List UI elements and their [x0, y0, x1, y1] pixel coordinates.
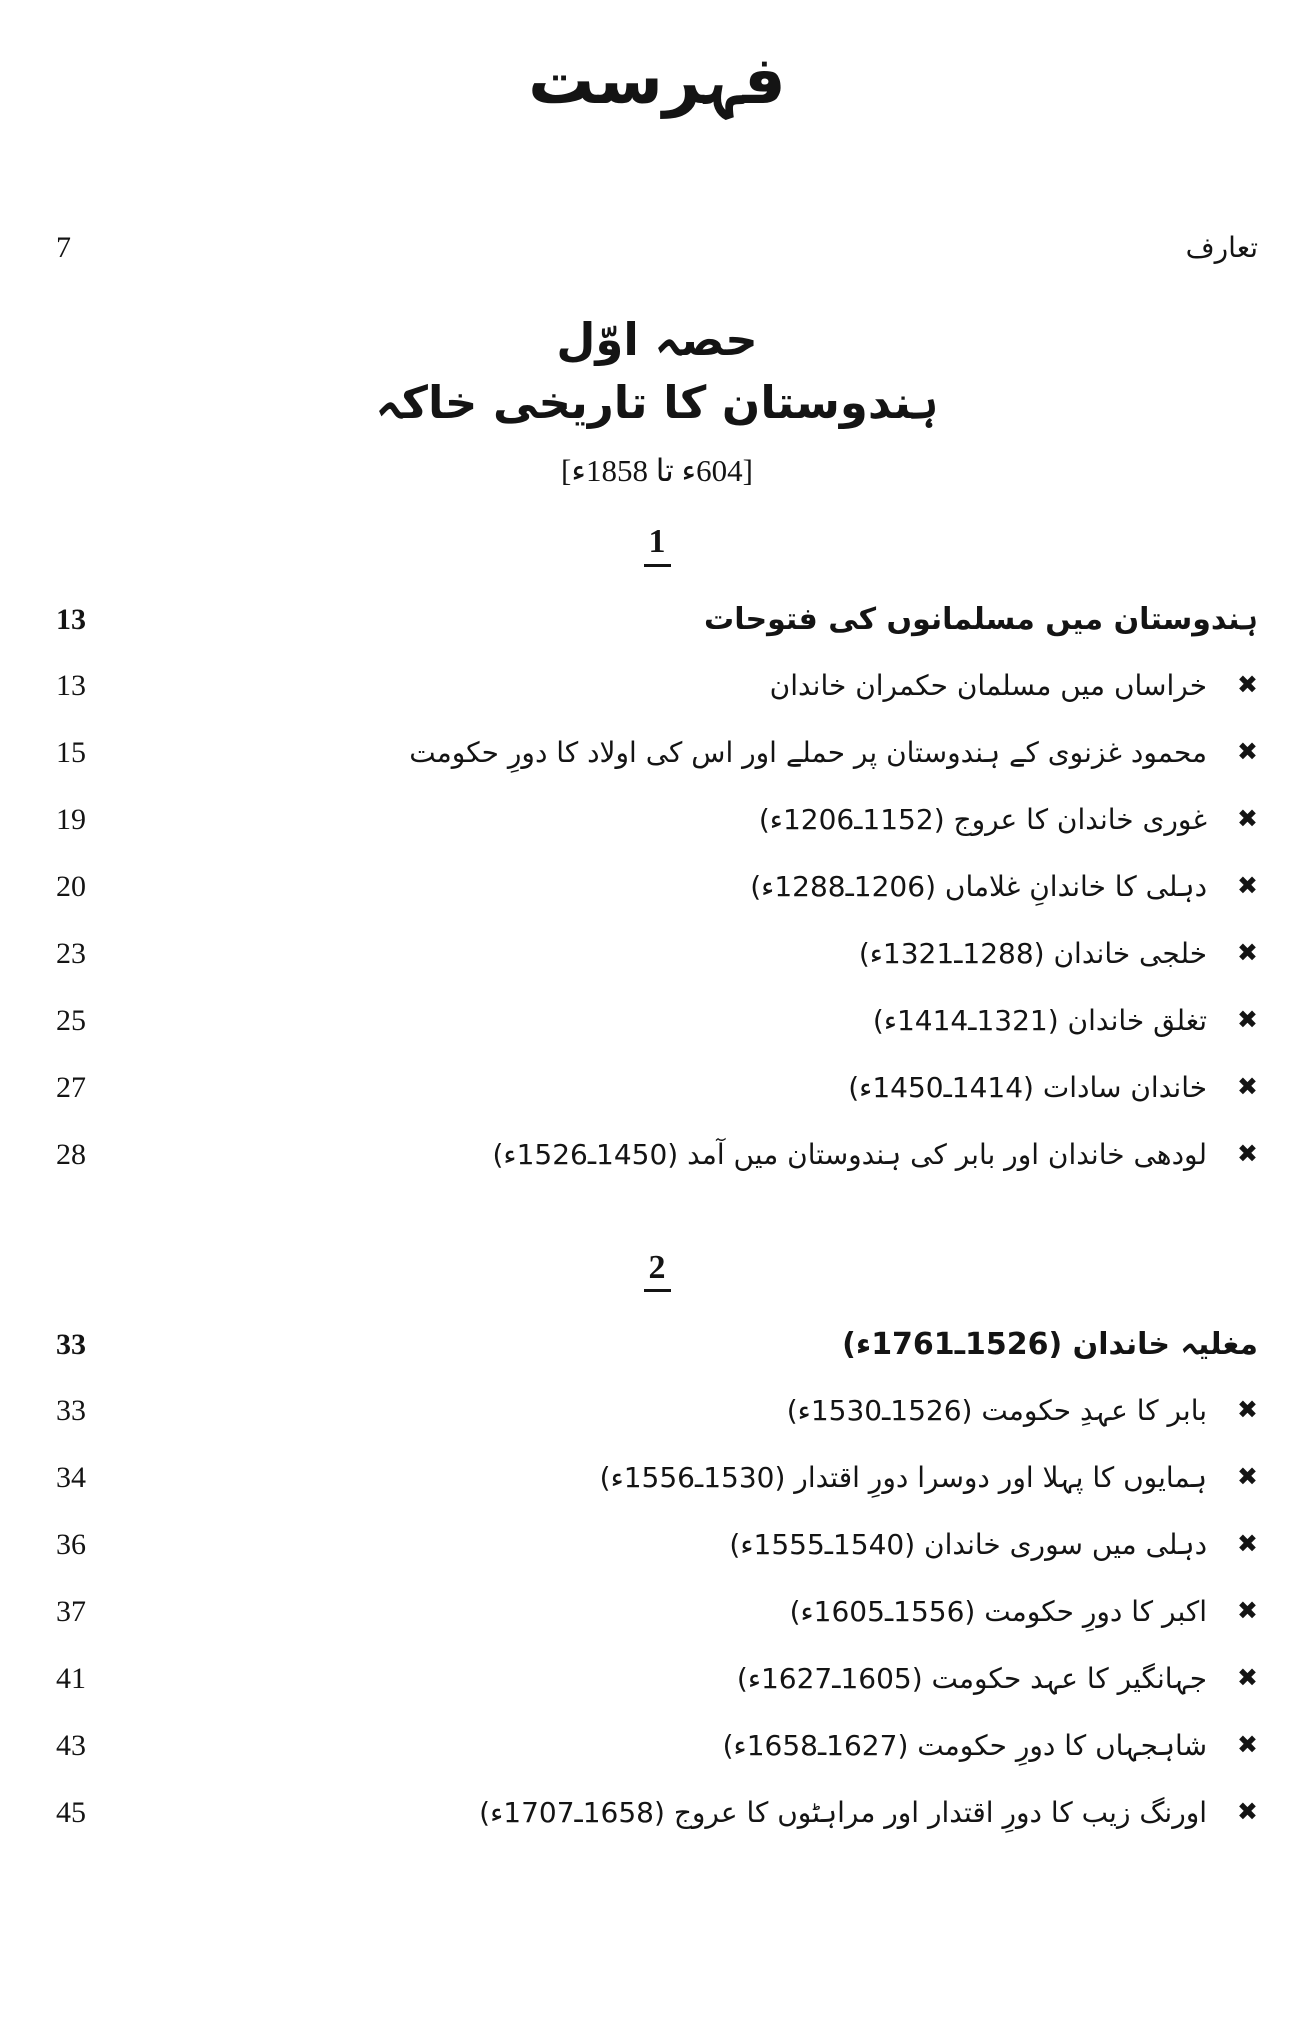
- item-title: خراساں میں مسلمان حکمران خاندان: [769, 668, 1208, 702]
- page-number: 33: [56, 1328, 86, 1362]
- toc-item-row: [56, 988, 1258, 1055]
- chapter-number-wrap: [56, 523, 1258, 566]
- section-title: ہندوستان میں مسلمانوں کی فتوحات: [704, 601, 1258, 637]
- page-number: 20: [56, 869, 86, 903]
- cross-bullet-icon: ✖: [1237, 1797, 1258, 1827]
- item-title: تغلق خاندان (1321ـ1414ء): [872, 1003, 1208, 1037]
- cross-bullet-icon: ✖: [1237, 736, 1258, 766]
- part-heading: حصہ اوّل: [556, 312, 758, 366]
- page-number: 36: [56, 1528, 86, 1562]
- item-title: خاندان سادات (1414ـ1450ء): [848, 1070, 1208, 1104]
- cross-bullet-icon: ✖: [1237, 1663, 1258, 1693]
- page-number: 34: [56, 1461, 86, 1495]
- item-title: بابر کا عہدِ حکومت (1526ـ1530ء): [786, 1394, 1208, 1428]
- chapters: [56, 523, 1258, 1847]
- cross-bullet-icon: ✖: [1237, 937, 1258, 967]
- page-number: 33: [56, 1394, 86, 1428]
- item-title: غوری خاندان کا عروج (1152ـ1206ء): [758, 802, 1208, 836]
- page-number: 19: [56, 802, 86, 836]
- item-title: شاہجہاں کا دورِ حکومت (1627ـ1658ء): [722, 1729, 1208, 1763]
- toc-item-row: [56, 653, 1258, 720]
- toc-section-heading-row: [56, 1312, 1258, 1378]
- chapter: [56, 523, 1258, 1188]
- item-title: دہلی کا خاندانِ غلاماں (1206ـ1288ء): [750, 869, 1208, 903]
- chapter-number: 2: [644, 1249, 671, 1292]
- page-number: 41: [56, 1662, 86, 1696]
- toc-section-heading-row: [56, 587, 1258, 653]
- item-title: جہانگیر کا عہد حکومت (1605ـ1627ء): [736, 1662, 1208, 1696]
- toc-item-row: [56, 854, 1258, 921]
- page-number: 23: [56, 936, 86, 970]
- cross-bullet-icon: ✖: [1237, 1004, 1258, 1034]
- item-title: لودھی خاندان اور بابر کی ہندوستان میں آمد (1450ـ1526ء): [492, 1137, 1208, 1171]
- toc-item-row: [56, 1122, 1258, 1189]
- cross-bullet-icon: ✖: [1237, 1071, 1258, 1101]
- chapter-number: 1: [644, 523, 671, 566]
- item-title: محمود غزنوی کے ہندوستان پر حملے اور اس کی اولاد کا دورِ حکومت: [409, 735, 1208, 769]
- page-number: 43: [56, 1729, 86, 1763]
- part-subheading: ہندوستان کا تاریخی خاکہ: [375, 375, 939, 429]
- cross-bullet-icon: ✖: [1237, 1462, 1258, 1492]
- toc-item-row: [56, 1713, 1258, 1780]
- toc-item-row: [56, 1579, 1258, 1646]
- page-number: 15: [56, 735, 86, 769]
- toc-item-row: [56, 787, 1258, 854]
- cross-bullet-icon: ✖: [1237, 1596, 1258, 1626]
- item-title: ہمایوں کا پہلا اور دوسرا دورِ اقتدار (1530ـ1556ء): [599, 1461, 1208, 1495]
- item-title: اکبر کا دورِ حکومت (1556ـ1605ء): [789, 1595, 1208, 1629]
- item-title: دہلی میں سوری خاندان (1540ـ1555ء): [729, 1528, 1208, 1562]
- section-title: مغلیہ خاندان (1526ـ1761ء): [842, 1327, 1258, 1363]
- toc-item-row: [56, 1512, 1258, 1579]
- item-title: اورنگ زیب کا دورِ اقتدار اور مراہٹوں کا عروج (1658ـ1707ء): [479, 1796, 1208, 1830]
- page-number: 27: [56, 1070, 86, 1104]
- page-number: 13: [56, 602, 86, 636]
- toc-page: [0, 38, 1314, 2038]
- page-title: فہرست: [528, 42, 786, 119]
- cross-bullet-icon: ✖: [1237, 1138, 1258, 1168]
- chapter: [56, 1249, 1258, 1847]
- chapter-number-wrap: [56, 1249, 1258, 1292]
- page-number: 7: [56, 230, 71, 264]
- page-number: 25: [56, 1003, 86, 1037]
- toc-item-row: [56, 921, 1258, 988]
- toc-intro-row: [56, 228, 1258, 268]
- toc-item-row: [56, 1780, 1258, 1847]
- page-number: 28: [56, 1137, 86, 1171]
- cross-bullet-icon: ✖: [1237, 1529, 1258, 1559]
- toc-item-row: [56, 1055, 1258, 1122]
- cross-bullet-icon: ✖: [1237, 803, 1258, 833]
- toc-item-row: [56, 1445, 1258, 1512]
- cross-bullet-icon: ✖: [1237, 870, 1258, 900]
- toc-item-row: [56, 1378, 1258, 1445]
- page-number: 13: [56, 668, 86, 702]
- intro-label: تعارف: [1185, 230, 1258, 264]
- page-number: 45: [56, 1796, 86, 1830]
- page-number: 37: [56, 1595, 86, 1629]
- toc-item-row: [56, 1646, 1258, 1713]
- cross-bullet-icon: ✖: [1237, 1730, 1258, 1760]
- item-title: خلجی خاندان (1288ـ1321ء): [858, 936, 1208, 970]
- cross-bullet-icon: ✖: [1237, 1395, 1258, 1425]
- part-date-range: [604ء تا 1858ء]: [561, 453, 753, 489]
- toc-item-row: [56, 720, 1258, 787]
- cross-bullet-icon: ✖: [1237, 669, 1258, 699]
